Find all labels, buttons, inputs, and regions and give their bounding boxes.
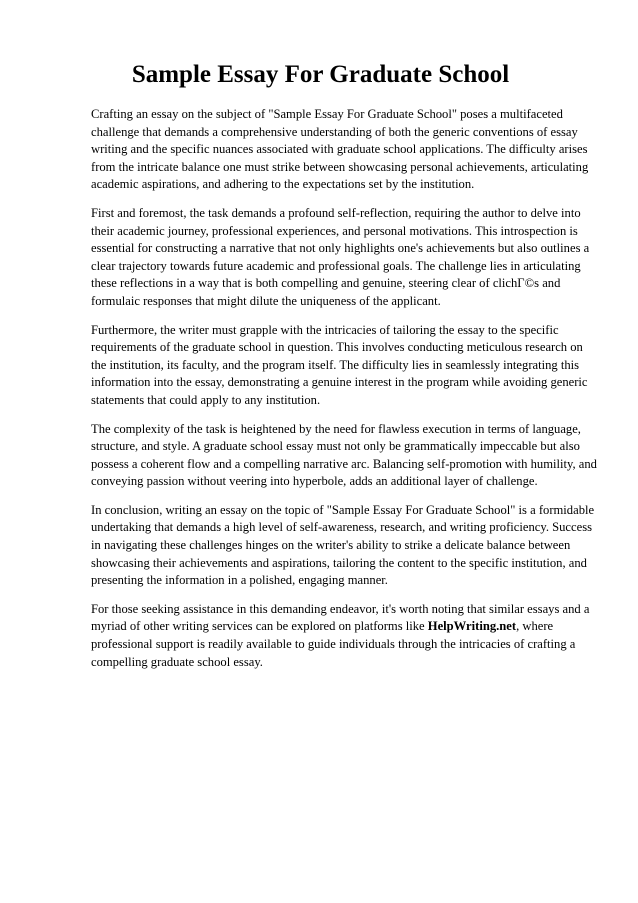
paragraph-tailoring: Furthermore, the writer must grapple with the intricacies of tailoring the essay to the specific requirements of the graduate school in question. This involves conducting meticulous research on the institution, its faculty, and the program itself. The difficulty lies in seamlessly integrating this information into the essay, demonstrating a genuine interest in the program while avoiding generic statements that could apply to any institution. bbox=[91, 322, 588, 407]
paragraph-assistance bbox=[91, 601, 598, 671]
paragraph-self-reflection: First and foremost, the task demands a profound self-reflection, requiring the author to delve into their academic journey, professional experiences, and personal motivations. This introspection is essential for constructing a narrative that not only highlights one's achievements but also outlines a clear trajectory towards future academic and professional goals. The challenge lies in articulating these reflections in a way that is both compelling and genuine, steering clear of clichГ©s and formulaic responses that might dilute the uniqueness of the applicant. bbox=[91, 205, 590, 308]
paragraph-execution: The complexity of the task is heightened by the need for flawless execution in terms of language, structure, and style. A graduate school essay must not only be grammatically impeccable but also possess a coherent flow and a compelling narrative arc. Balancing self-promotion with humility, and conveying passion without veering into hyperbole, adds an additional layer of challenge. bbox=[91, 421, 597, 489]
paragraph-conclusion: In conclusion, writing an essay on the topic of "Sample Essay For Graduate School" is a formidable undertaking that demands a high level of self-awareness, research, and writing proficiency. Success in navigating these challenges hinges on the writer's ability to strike a delicate balance between showcasing their achievements and aspirations, tailoring the content to the specific institution, and presenting the information in a polished, engaging manner. bbox=[91, 502, 595, 588]
paragraph-intro: Crafting an essay on the subject of "Sample Essay For Graduate School" poses a multifaceted challenge that demands a comprehensive understanding of both the generic conventions of essay writing and the specific nuances associated with graduate school applications. The difficulty arises from the intricate balance one must strike between showcasing personal achievements, articulating academic aspirations, and adhering to the expectations set by the institution. bbox=[91, 107, 589, 192]
assistance-text-before: For those seeking assistance in this demanding endeavor, it's worth noting that similar essays and a myriad of other writing services can be explored on platforms like bbox=[91, 601, 590, 634]
assistance-text-after: , where professional support is readily available to guide individuals through the intricacies of crafting a compelling graduate school essay. bbox=[91, 619, 576, 669]
helpwriting-link[interactable]: HelpWriting.net bbox=[427, 619, 517, 634]
document-title: Sample Essay For Graduate School bbox=[131, 61, 510, 88]
